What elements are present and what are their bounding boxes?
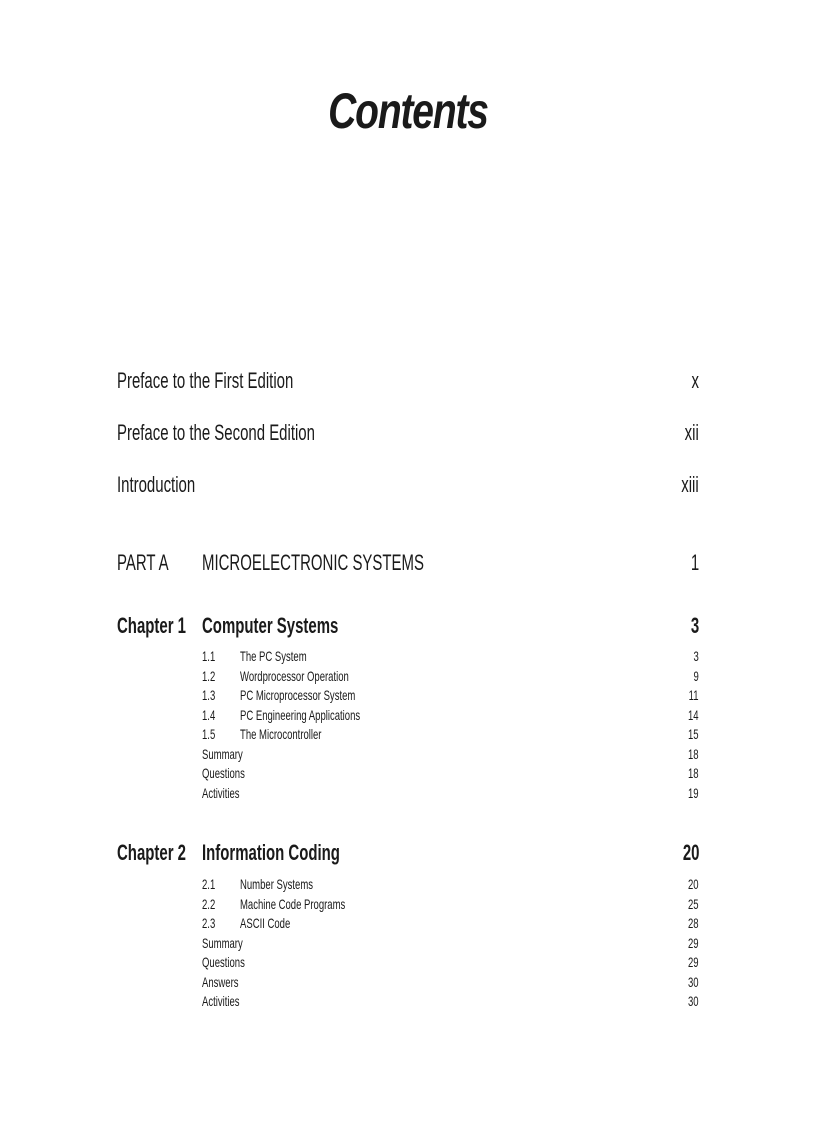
toc-entry-title: PC Engineering Applications [240,706,361,723]
toc-chapter-heading[interactable] [117,613,699,643]
toc-chapter-number: Chapter 1 [117,613,187,638]
toc-part-heading[interactable] [117,550,699,580]
toc-front-page: xii [684,420,699,445]
toc-entry-title: Summary [202,745,243,762]
toc-entry-title: Activities [202,784,240,801]
toc-entry-page: 30 [688,993,699,1009]
toc-entry[interactable] [202,745,699,765]
page-title: Contents [328,83,488,139]
toc-entry-section: 1.5 [202,726,216,742]
toc-entry-page: 29 [688,954,699,970]
toc-chapter-title: Computer Systems [202,613,339,638]
toc-entry[interactable] [202,764,699,784]
toc-chapter-page: 20 [682,840,699,865]
toc-chapter-entries [202,875,699,1012]
toc-front-item[interactable] [117,420,699,450]
toc-front-item[interactable] [117,472,699,502]
toc-entry-section: 2.3 [202,915,216,931]
toc-entry-page: 18 [688,765,699,781]
toc-entry[interactable] [202,992,699,1012]
toc-entry[interactable] [202,725,699,745]
toc-entry-section: 1.2 [202,667,216,684]
toc-chapter-page: 3 [690,613,699,638]
toc-entry-page: 20 [688,876,699,892]
toc-entry[interactable] [202,647,699,667]
toc-chapter-title: Information Coding [202,840,340,865]
toc-entry-title: Wordprocessor Operation [240,667,349,684]
toc-entry[interactable] [202,934,699,954]
toc-entry-page: 19 [688,784,699,801]
toc-entry-title: Summary [202,934,243,951]
toc-chapter-number: Chapter 2 [117,840,187,865]
toc-entry-title: ASCII Code [240,915,291,931]
toc-entry[interactable] [202,953,699,973]
toc-entry-section: 1.1 [202,648,216,664]
toc-part-title: MICROELECTRONIC SYSTEMS [202,550,424,575]
toc-front-label: Preface to the Second Edition [117,420,315,445]
toc-entry[interactable] [202,667,699,687]
toc-entry-page: 11 [689,687,699,703]
toc-entry[interactable] [202,973,699,993]
toc-entry[interactable] [202,706,699,726]
toc-entry-title: Questions [202,765,245,781]
toc-part-page: 1 [690,550,699,575]
toc-entry-page: 3 [693,648,699,664]
toc-entry-page: 25 [688,895,699,912]
toc-entry[interactable] [202,895,699,915]
toc-entry[interactable] [202,875,699,895]
toc-entry-section: 1.3 [202,687,216,703]
toc-entry[interactable] [202,914,699,934]
toc-entry-title: Questions [202,954,245,970]
toc-entry-section: 1.4 [202,706,216,723]
toc-entry-page: 9 [693,667,699,684]
toc-entry-title: PC Microprocessor System [240,687,356,703]
toc-entry-title: The PC System [240,648,307,664]
toc-chapter-heading[interactable] [117,840,699,870]
toc-front-page: x [691,368,699,393]
toc-entry-title: Activities [202,993,240,1009]
toc-entry-title: The Microcontroller [240,726,322,742]
toc-front-label: Introduction [117,472,196,497]
toc-entry[interactable] [202,784,699,804]
toc-chapter-entries [202,647,699,803]
toc-entry[interactable] [202,686,699,706]
toc-entry-title: Answers [202,973,239,990]
toc-front-page: xiii [681,472,699,497]
toc-entry-title: Machine Code Programs [240,895,346,912]
toc-entry-page: 28 [688,915,699,931]
toc-entry-page: 14 [688,706,699,723]
toc-entry-page: 15 [688,726,699,742]
toc-front-item[interactable] [117,368,699,398]
toc-entry-section: 2.1 [202,876,216,892]
toc-entry-page: 29 [688,934,699,951]
toc-entry-page: 18 [688,745,699,762]
toc-entry-page: 30 [688,973,699,990]
toc-entry-section: 2.2 [202,895,216,912]
toc-entry-title: Number Systems [240,876,314,892]
toc-part-number: PART A [117,550,169,575]
toc-front-label: Preface to the First Edition [117,368,294,393]
